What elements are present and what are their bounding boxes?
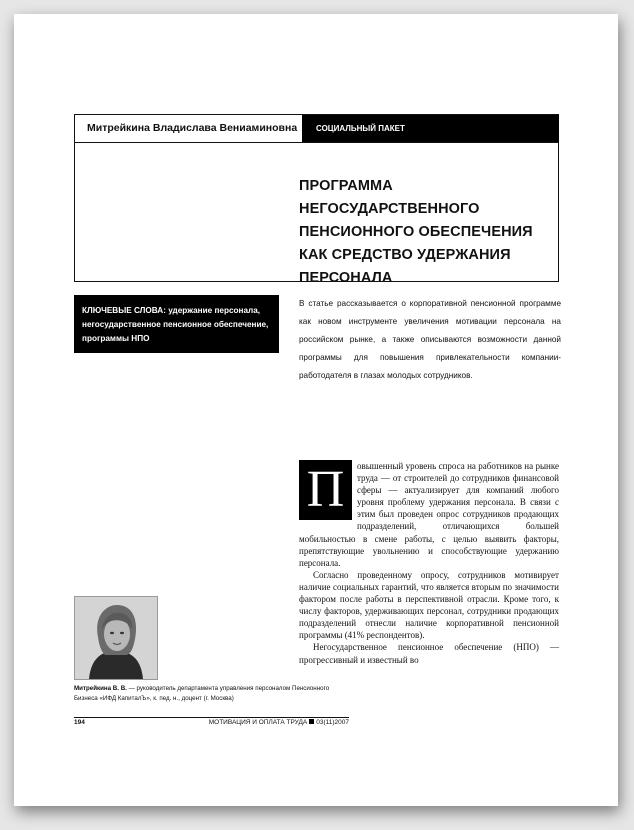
- author-name: Митрейкина Владислава Вениаминовна: [87, 122, 298, 134]
- caption-name: Митрейкина В. В.: [74, 685, 127, 692]
- caption-text: — руководитель департамента управления персоналом Пенсионного Бизнеса «ИФД КапиталЪ», к. пед. н., доцент (г. Москва): [74, 685, 330, 702]
- article-title: [299, 175, 549, 290]
- portrait-image: [75, 597, 157, 679]
- abstract-text: В статье рассказывается о корпоративной пенсионной программе как новом инструменте увеличения мотивации персонала на российском рынке, а также описываются возможности данной программы для повышения привлекательности компании-работодателя в глазах молодых сотрудников.: [299, 299, 561, 380]
- journal-name: МОТИВАЦИЯ И ОПЛАТА ТРУДА: [208, 719, 308, 726]
- title-line-3: КАК СРЕДСТВО УДЕРЖАНИЯ: [299, 247, 511, 263]
- author-photo: [74, 596, 158, 680]
- body-paragraph-1: овышенный уровень спроса на работников на рынке труда — от строителей до сотрудников финансовой сферы — актуализирует для компаний любого уровня проблему удержания персонала. В связи с этим был проведен опрос сотрудников продающих подразделений, отличающихся большей мобильностью в смене работы, с целью выявить факторы, препятствующие увольнению и способствующие удержанию персонала.: [299, 461, 559, 568]
- page-footer: [74, 717, 349, 730]
- journal-info: [209, 719, 349, 726]
- document-page: [14, 14, 618, 806]
- title-line-4: ПЕРСОНАЛА: [299, 270, 393, 286]
- keywords-box: КЛЮЧЕВЫЕ СЛОВА: удержание персонала, негосударственное пенсионное обеспечение, программы НПО: [74, 295, 279, 353]
- body-paragraph-2: Согласно проведенному опросу, сотрудников мотивирует наличие социальных гарантий, что является вторым по значимости фактором после работы в перспективной отрасли. Кроме того, к числу факторов, удерживающих персонал, сотрудники продающих подразделений отнесли наличие корпоративной пенсионной программы (41% респондентов).: [299, 569, 559, 641]
- drop-cap: П: [299, 460, 352, 520]
- journal-issue: 03(11)2007: [316, 719, 349, 726]
- title-line-2: ПЕНСИОННОГО ОБЕСПЕЧЕНИЯ: [299, 224, 533, 240]
- article-body: [299, 460, 559, 666]
- title-line-1: ПРОГРАММА НЕГОСУДАРСТВЕННОГО: [299, 178, 480, 217]
- body-paragraph-3: Негосударственное пенсионное обеспечение (НПО) — прогрессивный и известный во: [299, 642, 559, 665]
- square-icon: [309, 719, 314, 724]
- title-box: [74, 142, 559, 286]
- section-label: СОЦИАЛЬНЫЙ ПАКЕТ: [302, 115, 559, 143]
- photo-caption: [74, 684, 336, 704]
- article-header: [74, 114, 559, 142]
- page-number: 194: [74, 719, 85, 726]
